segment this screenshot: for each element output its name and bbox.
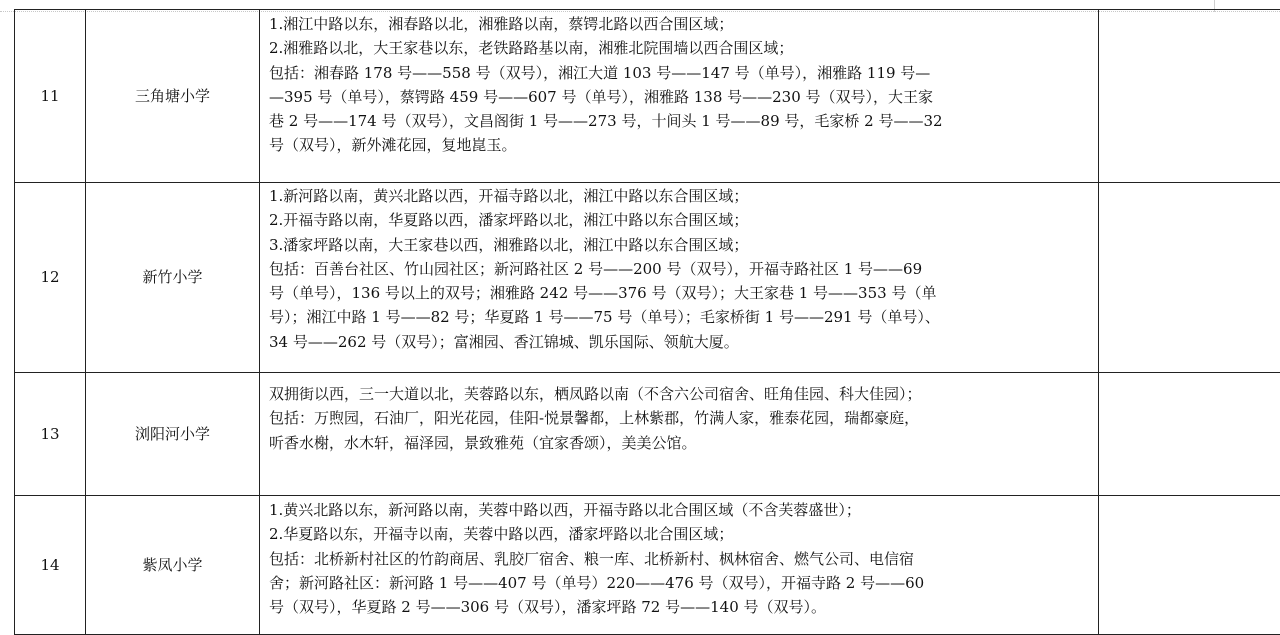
area-line: 号（双号），华夏路 2 号——306 号（双号），潘家坪路 72 号——140 号（双号）。 [269, 598, 827, 617]
area-line: 双拥街以西，三一大道以北，芙蓉路以东，栖凤路以南（不含六公司宿舍、旺角佳园、科大佳园）； [269, 385, 922, 403]
school-name-cell: 新竹小学 [86, 183, 260, 373]
school-zone-table [14, 9, 1280, 635]
area-line: 包括：百善台社区、竹山园社区；新河路社区 2 号——200 号（双号），开福寺路社区 1 号——69 [269, 259, 923, 278]
enrollment-area-cell [260, 373, 1099, 496]
enrollment-area-cell [260, 183, 1099, 373]
area-line: 1.湘江中路以东，湘春路以北，湘雅路以南，蔡锷北路以西合围区域； [269, 15, 734, 33]
area-line: 34 号——262 号（双号）；富湘园、香江锦城、凯乐国际、领航大厦。 [269, 332, 739, 351]
table-row [15, 496, 1280, 635]
enrollment-area-cell [260, 10, 1099, 183]
area-line: 1.新河路以南，黄兴北路以西，开福寺路以北，湘江中路以东合围区域； [269, 187, 749, 205]
area-line: 舍；新河路社区：新河路 1 号——407 号（单号）220——476 号（双号），开福寺路 2 号——60 [269, 573, 925, 592]
school-name-cell: 浏阳河小学 [86, 373, 260, 496]
row-number-cell: 14 [15, 496, 86, 635]
note-cell [1099, 10, 1280, 183]
table-row [15, 373, 1280, 496]
area-line: 3.潘家坪路以南，大王家巷以西，湘雅路以北，湘江中路以东合围区域； [269, 235, 749, 254]
note-cell [1099, 183, 1280, 373]
row-number-cell: 12 [15, 183, 86, 373]
area-line: 2.湘雅路以北，大王家巷以东，老铁路路基以南，湘雅北院围墙以西合围区域； [269, 39, 794, 58]
area-line: 1.黄兴北路以东，新河路以南，芙蓉中路以西，开福寺路以北合围区域（不含芙蓉盛世）； [269, 501, 861, 519]
area-line: 号（双号），新外滩花园，复地崑玉。 [269, 136, 517, 155]
area-line: 包括：北桥新村社区的竹韵商居、乳胶厂宿舍、粮一库、北桥新村、枫林宿舍、燃气公司、电信宿 [269, 549, 915, 568]
area-line: 2.开福寺路以南，华夏路以西，潘家坪路以北，湘江中路以东合围区域； [269, 211, 749, 230]
school-name-cell: 三角塘小学 [86, 10, 260, 183]
area-line: 号（单号），136 号以上的双号；湘雅路 242 号——376 号（双号）；大王家巷 1 号——353 号（单 [269, 284, 937, 303]
area-line: —395 号（单号），蔡锷路 459 号——607 号（单号），湘雅路 138 号——230 号（双号），大王家 [269, 87, 934, 106]
row-number-cell: 11 [15, 10, 86, 183]
area-line: 包括：万煦园，石油厂，阳光花园，佳阳-悦景馨都，上林紫郡，竹满人家，雅泰花园，瑞都豪庭， [269, 409, 920, 428]
table-row [15, 10, 1280, 183]
area-line: 巷 2 号——174 号（双号），文昌阁街 1 号——273 号，十间头 1 号——89 号，毛家桥 2 号——32 [269, 112, 943, 131]
table-row [15, 183, 1280, 373]
area-line: 2.华夏路以东，开福寺以南，芙蓉中路以西，潘家坪路以北合围区域； [269, 525, 734, 544]
note-cell [1099, 373, 1280, 496]
area-line: 听香水榭，水木轩，福泽园，景致雅苑（宜家香颂），美美公馆。 [269, 433, 697, 452]
enrollment-area-cell [260, 496, 1099, 635]
note-cell [1099, 496, 1280, 635]
area-line: 号）；湘江中路 1 号——82 号；华夏路 1 号——75 号（单号）；毛家桥街 1 号——291 号（单号）、 [269, 308, 940, 327]
area-line: 包括：湘春路 178 号——558 号（双号），湘江大道 103 号——147 号（单号），湘雅路 119 号— [269, 63, 931, 82]
school-name-cell: 紫凤小学 [86, 496, 260, 635]
row-number-cell: 13 [15, 373, 86, 496]
